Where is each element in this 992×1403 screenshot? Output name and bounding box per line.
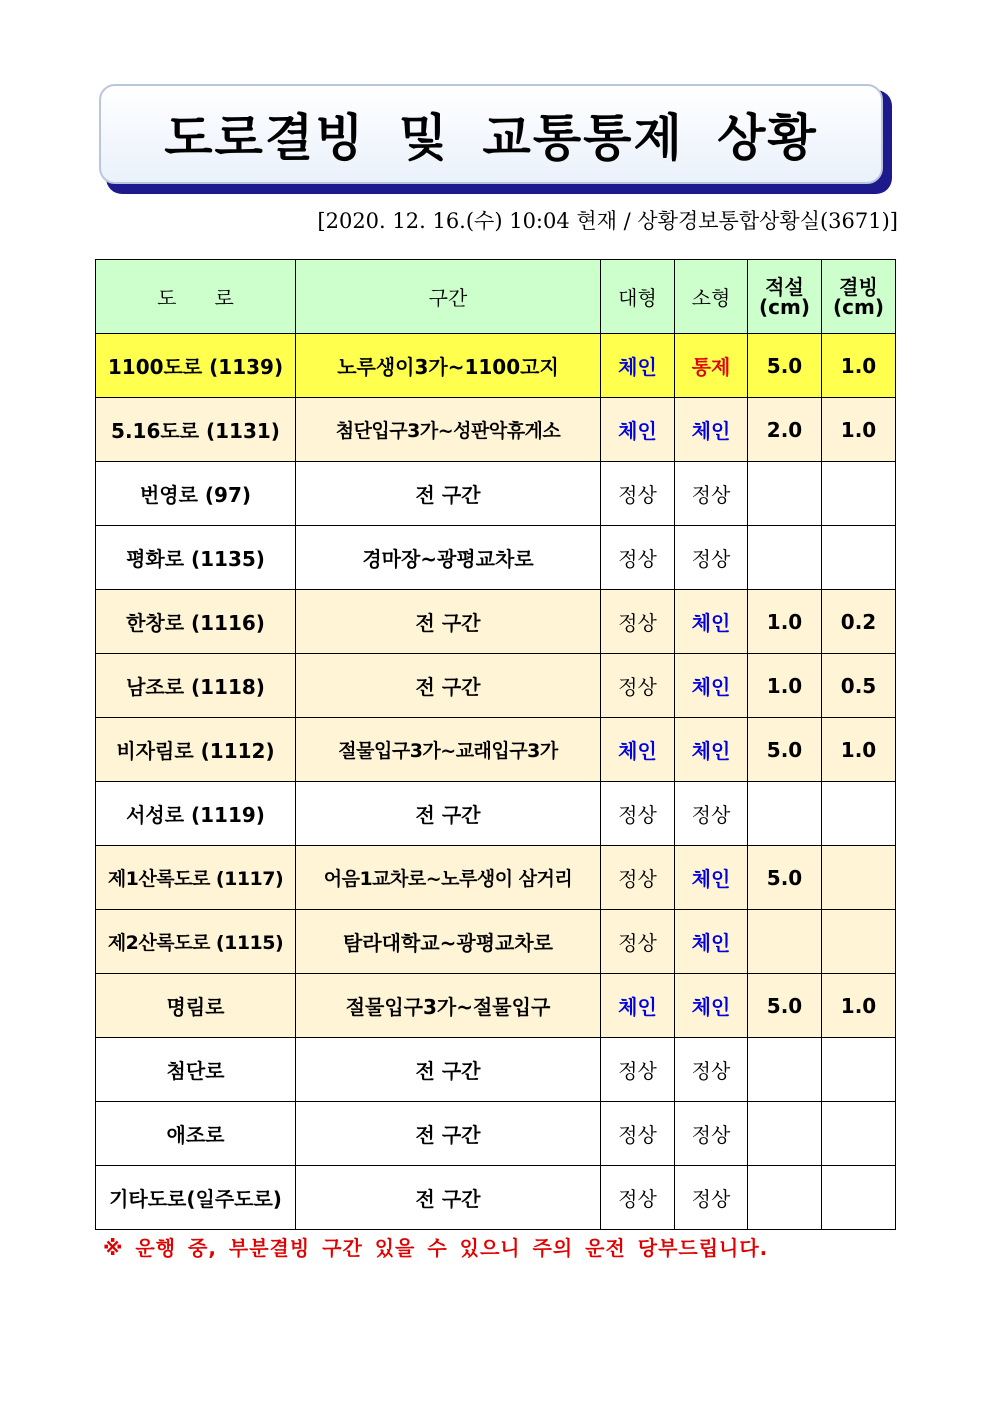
large-vehicle-status-text: 정상 [618,483,657,507]
ice-depth-text: 1.0 [840,737,877,762]
road-name-cell [96,462,296,526]
header-large-vehicle: 대형 [601,260,675,334]
large-vehicle-status-text: 정상 [618,803,657,827]
large-vehicle-status-cell [601,398,675,462]
road-name-cell [96,654,296,718]
segment-text: 탐라대학교~광평교차로 [343,931,553,955]
small-vehicle-status-cell [675,974,748,1038]
road-name-text: 한창로 (1116) [126,611,265,635]
large-vehicle-status-text: 체인 [618,739,657,763]
road-name-cell [96,334,296,398]
small-vehicle-status-text: 정상 [691,1059,731,1083]
small-vehicle-status-cell [675,654,748,718]
snow-depth-cell [748,462,822,526]
small-vehicle-status-cell [675,398,748,462]
small-vehicle-status-text: 정상 [691,547,731,571]
snow-depth-text: 5.0 [766,737,803,762]
large-vehicle-status-cell [601,910,675,974]
table-row [96,1038,896,1102]
road-name-cell [96,590,296,654]
road-name-text: 애조로 [166,1123,225,1147]
small-vehicle-status-text: 체인 [691,419,731,443]
table-row [96,782,896,846]
small-vehicle-status-cell [675,462,748,526]
ice-depth-cell [822,654,896,718]
large-vehicle-status-text: 정상 [618,611,657,635]
small-vehicle-status-text: 체인 [691,675,731,699]
segment-cell [296,846,601,910]
small-vehicle-status-cell [675,846,748,910]
snow-depth-text: 5.0 [766,993,803,1018]
small-vehicle-status-text: 체인 [691,995,731,1019]
segment-cell [296,782,601,846]
snow-depth-cell [748,1166,822,1230]
table-row [96,1166,896,1230]
road-name-text: 남조로 (1118) [126,675,265,699]
road-name-text: 서성로 (1119) [126,803,265,827]
header-ice-depth: 결빙 (cm) [822,260,896,334]
segment-text: 전 구간 [415,1123,481,1147]
header-road: 도 로 [96,260,296,334]
table-row [96,1102,896,1166]
large-vehicle-status-cell [601,846,675,910]
segment-text: 전 구간 [415,675,481,699]
ice-depth-text: 1.0 [840,417,877,442]
small-vehicle-status-text: 정상 [691,1187,731,1211]
ice-depth-cell [822,590,896,654]
snow-depth-cell [748,590,822,654]
road-name-text: 첨단로 [166,1059,225,1083]
segment-text: 전 구간 [415,611,481,635]
caution-note: ※ 운행 중, 부분결빙 구간 있을 수 있으니 주의 운전 당부드립니다. [103,1236,769,1260]
table-header-row [96,260,896,334]
snow-depth-cell [748,1038,822,1102]
segment-text: 어음1교차로~노루생이 삼거리 [323,868,573,890]
small-vehicle-status-cell [675,334,748,398]
table-row [96,590,896,654]
small-vehicle-status-text: 체인 [691,931,731,955]
road-name-text: 비자림로 (1112) [116,739,275,763]
table-row [96,846,896,910]
small-vehicle-status-text: 체인 [691,611,731,635]
snow-depth-cell [748,526,822,590]
small-vehicle-status-cell [675,590,748,654]
large-vehicle-status-text: 정상 [618,1123,657,1147]
large-vehicle-status-text: 정상 [618,675,657,699]
ice-depth-cell [822,910,896,974]
ice-depth-cell [822,974,896,1038]
road-name-cell [96,1102,296,1166]
segment-cell [296,654,601,718]
ice-depth-cell [822,782,896,846]
table-row [96,974,896,1038]
segment-cell [296,974,601,1038]
segment-cell [296,718,601,782]
table-row [96,910,896,974]
ice-depth-cell [822,1102,896,1166]
large-vehicle-status-cell [601,590,675,654]
snow-depth-cell [748,846,822,910]
large-vehicle-status-text: 정상 [618,1187,657,1211]
table-row [96,654,896,718]
snow-depth-cell [748,398,822,462]
snow-depth-cell [748,1102,822,1166]
road-name-cell [96,782,296,846]
table-row [96,398,896,462]
large-vehicle-status-cell [601,334,675,398]
small-vehicle-status-text: 체인 [691,739,731,763]
road-name-text: 번영로 (97) [139,483,252,507]
segment-cell [296,334,601,398]
snow-depth-text: 5.0 [766,865,803,890]
ice-depth-cell [822,846,896,910]
small-vehicle-status-text: 통제 [691,355,731,379]
ice-depth-cell [822,526,896,590]
road-name-text: 기타도로(일주도로) [109,1187,282,1211]
large-vehicle-status-cell [601,1038,675,1102]
small-vehicle-status-text: 정상 [691,483,731,507]
small-vehicle-status-text: 정상 [691,1123,731,1147]
road-name-text: 명림로 [166,995,225,1019]
large-vehicle-status-text: 체인 [618,355,657,379]
road-name-cell [96,1038,296,1102]
snow-depth-cell [748,782,822,846]
segment-cell [296,590,601,654]
large-vehicle-status-text: 정상 [618,547,657,571]
segment-text: 절물입구3가~절물입구 [345,995,551,1019]
road-name-text: 제2산록도로 (1115) [107,932,284,954]
segment-cell [296,910,601,974]
large-vehicle-status-cell [601,1102,675,1166]
segment-cell [296,398,601,462]
snow-depth-text: 1.0 [766,609,803,634]
segment-text: 전 구간 [415,1059,481,1083]
snow-depth-text: 1.0 [766,673,803,698]
small-vehicle-status-cell [675,910,748,974]
large-vehicle-status-cell [601,782,675,846]
road-name-text: 5.16도로 (1131) [111,419,280,443]
header-snow-depth: 적설 (cm) [748,260,822,334]
segment-text: 노루생이3가~1100고지 [337,355,559,379]
ice-depth-text: 1.0 [840,993,877,1018]
ice-depth-cell [822,718,896,782]
header-segment: 구간 [296,260,601,334]
table-row [96,462,896,526]
segment-text: 경마장~광평교차로 [362,547,534,571]
ice-depth-cell [822,334,896,398]
ice-depth-text: 0.2 [840,609,877,634]
small-vehicle-status-text: 체인 [691,867,731,891]
large-vehicle-status-cell [601,462,675,526]
large-vehicle-status-cell [601,526,675,590]
large-vehicle-status-text: 정상 [618,1059,657,1083]
large-vehicle-status-cell [601,974,675,1038]
road-name-cell [96,1166,296,1230]
road-name-cell [96,846,296,910]
large-vehicle-status-cell [601,1166,675,1230]
segment-text: 전 구간 [415,1187,481,1211]
snow-depth-cell [748,654,822,718]
segment-text: 전 구간 [415,483,481,507]
segment-cell [296,1166,601,1230]
road-name-cell [96,974,296,1038]
segment-text: 첨단입구3가~성판악휴게소 [335,420,561,442]
small-vehicle-status-cell [675,1102,748,1166]
snow-depth-cell [748,718,822,782]
small-vehicle-status-cell [675,1166,748,1230]
segment-cell [296,1038,601,1102]
road-name-text: 평화로 (1135) [126,547,265,571]
snow-depth-cell [748,910,822,974]
small-vehicle-status-text: 정상 [691,803,731,827]
large-vehicle-status-cell [601,654,675,718]
title-banner [99,84,883,184]
snow-depth-text: 5.0 [766,353,803,378]
segment-text: 전 구간 [415,803,481,827]
report-timestamp: [2020. 12. 16.(수) 10:04 현재 / 상황경보통합상황실(3671)] [317,209,898,233]
table-row [96,334,896,398]
segment-text: 절물입구3가~교래입구3가 [338,740,558,762]
ice-depth-cell [822,462,896,526]
small-vehicle-status-cell [675,782,748,846]
snow-depth-cell [748,334,822,398]
segment-cell [296,462,601,526]
ice-depth-cell [822,1038,896,1102]
ice-depth-text: 1.0 [840,353,877,378]
header-small-vehicle: 소형 [675,260,748,334]
table-row [96,526,896,590]
road-name-cell [96,398,296,462]
table-row [96,718,896,782]
segment-cell [296,526,601,590]
ice-depth-text: 0.5 [840,673,877,698]
large-vehicle-status-text: 정상 [618,867,657,891]
small-vehicle-status-cell [675,718,748,782]
ice-depth-cell [822,1166,896,1230]
road-name-cell [96,718,296,782]
road-name-cell [96,526,296,590]
ice-depth-cell [822,398,896,462]
snow-depth-cell [748,974,822,1038]
page-title: 도로결빙 및 교통통제 상황 [164,109,818,167]
large-vehicle-status-text: 체인 [618,995,657,1019]
segment-cell [296,1102,601,1166]
road-name-text: 1100도로 (1139) [107,355,284,379]
small-vehicle-status-cell [675,1038,748,1102]
small-vehicle-status-cell [675,526,748,590]
road-status-table [95,259,896,1230]
road-name-cell [96,910,296,974]
snow-depth-text: 2.0 [766,417,803,442]
large-vehicle-status-text: 정상 [618,931,657,955]
road-name-text: 제1산록도로 (1117) [107,868,284,890]
large-vehicle-status-cell [601,718,675,782]
large-vehicle-status-text: 체인 [618,419,657,443]
